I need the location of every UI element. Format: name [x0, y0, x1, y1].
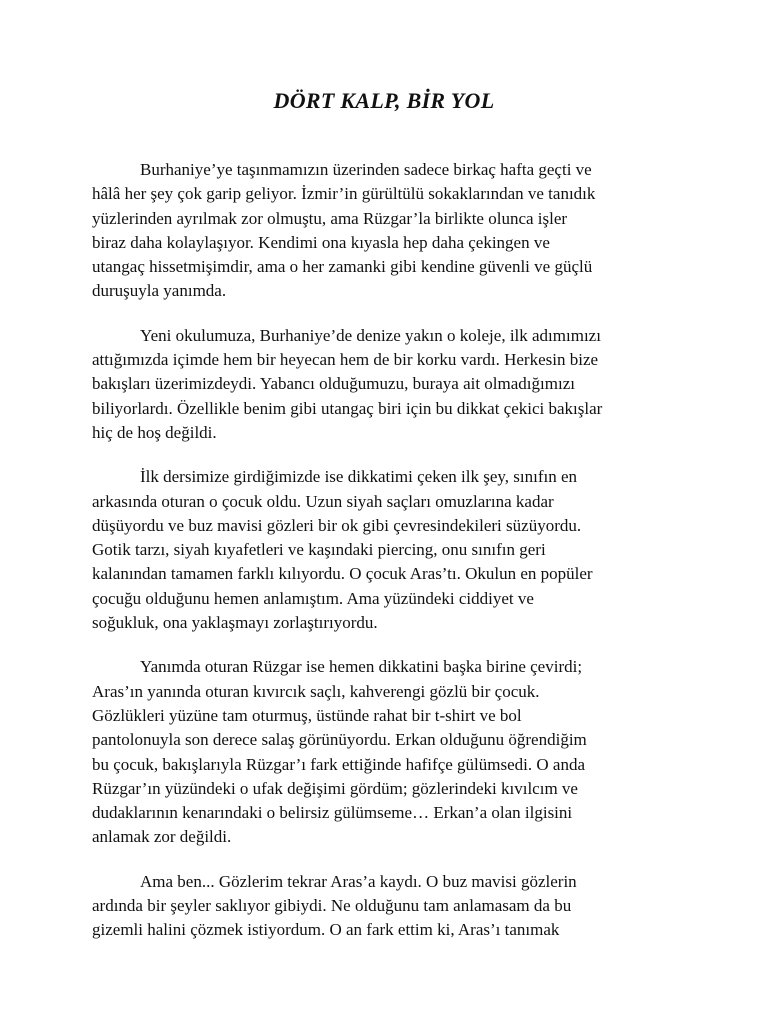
text-line: duruşuyla yanımda.: [92, 281, 227, 301]
text-line: Rüzgar’ın yüzündeki o ufak değişimi gördüm; gözlerindeki kıvılcım ve: [92, 778, 578, 798]
text-line: ardında bir şeyler saklıyor gibiydi. Ne olduğunu tam anlamasam da bu: [92, 896, 572, 916]
text-line: arkasında oturan o çocuk oldu. Uzun siyah saçları omuzlarına kadar: [92, 491, 554, 511]
text-line: yüzlerinden ayrılmak zor olmuştu, ama Rüzgar’la birlikte olunca işler: [92, 208, 568, 228]
paragraph-1: [92, 158, 682, 304]
text-line: kalanından tamamen farklı kılıyordu. O çocuk Aras’tı. Okulun en popüler: [92, 564, 593, 584]
text-line: attığımızda içimde hem bir heyecan hem de bir korku vardı. Herkesin bize: [92, 350, 599, 370]
document-body: [92, 158, 682, 963]
text-line: Burhaniye’ye taşınmamızın üzerinden sadece birkaç hafta geçti ve: [140, 160, 592, 179]
text-line: anlamak zor değildi.: [92, 827, 232, 847]
text-line: Ama ben... Gözlerim tekrar Aras’a kaydı. O buz mavisi gözlerin: [140, 871, 577, 891]
text-line: hiç de hoş değildi.: [92, 422, 217, 442]
text-line: pantolonuyla son derece salaş görünüyordu. Erkan olduğunu öğrendiğim: [92, 730, 587, 750]
paragraph-3: [92, 465, 682, 635]
text-line: utangaç hissetmişimdir, ama o her zamanki gibi kendine güvenli ve güçlü: [92, 257, 593, 277]
text-line: düşüyordu ve buz mavisi gözleri bir ok gibi çevresindekileri süzüyordu.: [92, 515, 582, 535]
document-title: DÖRT KALP, BİR YOL: [273, 88, 495, 113]
text-line: Aras’ın yanında oturan kıvırcık saçlı, kahverengi gözlü bir çocuk.: [92, 681, 540, 701]
text-line: dudaklarının kenarındaki o belirsiz gülümseme… Erkan’a olan ilgisini: [92, 803, 573, 823]
text-line: bakışları üzerimizdeydi. Yabancı olduğumuzu, buraya ait olmadığımızı: [92, 374, 575, 394]
text-line: Gözlükleri yüzüne tam oturmuş, üstünde rahat bir t-shirt ve bol: [92, 705, 522, 725]
text-line: Yeni okulumuza, Burhaniye’de denize yakın o koleje, ilk adımımızı: [140, 325, 601, 345]
text-line: soğukluk, ona yaklaşmayı zorlaştırıyordu.: [92, 613, 378, 633]
text-line: Gotik tarzı, siyah kıyafetleri ve kaşındaki piercing, onu sınıfın geri: [92, 540, 546, 560]
paragraph-5: [92, 870, 682, 943]
text-line: gizemli halini çözmek istiyordum. O an fark ettim ki, Aras’ı tanımak: [92, 920, 560, 940]
paragraph-4: [92, 655, 682, 849]
text-line: bu çocuk, bakışlarıyla Rüzgar’ı fark ettiğinde hafifçe gülümsedi. O anda: [92, 754, 585, 774]
text-line: hâlâ her şey çok garip geliyor. İzmir’in gürültülü sokaklarından ve tanıdık: [92, 184, 596, 204]
text-line: biliyorlardı. Özellikle benim gibi utangaç biri için bu dikkat çekici bakışlar: [92, 398, 603, 418]
text-line: Yanımda oturan Rüzgar ise hemen dikkatini başka birine çevirdi;: [140, 657, 583, 677]
text-line: İlk dersimize girdiğimizde ise dikkatimi çeken ilk şey, sınıfın en: [140, 467, 578, 487]
paragraph-2: [92, 324, 682, 445]
text-line: biraz daha kolaylaşıyor. Kendimi ona kıyasla hep daha çekingen ve: [92, 232, 550, 252]
text-line: çocuğu olduğunu hemen anlamıştım. Ama yüzündeki ciddiyet ve: [92, 588, 534, 608]
